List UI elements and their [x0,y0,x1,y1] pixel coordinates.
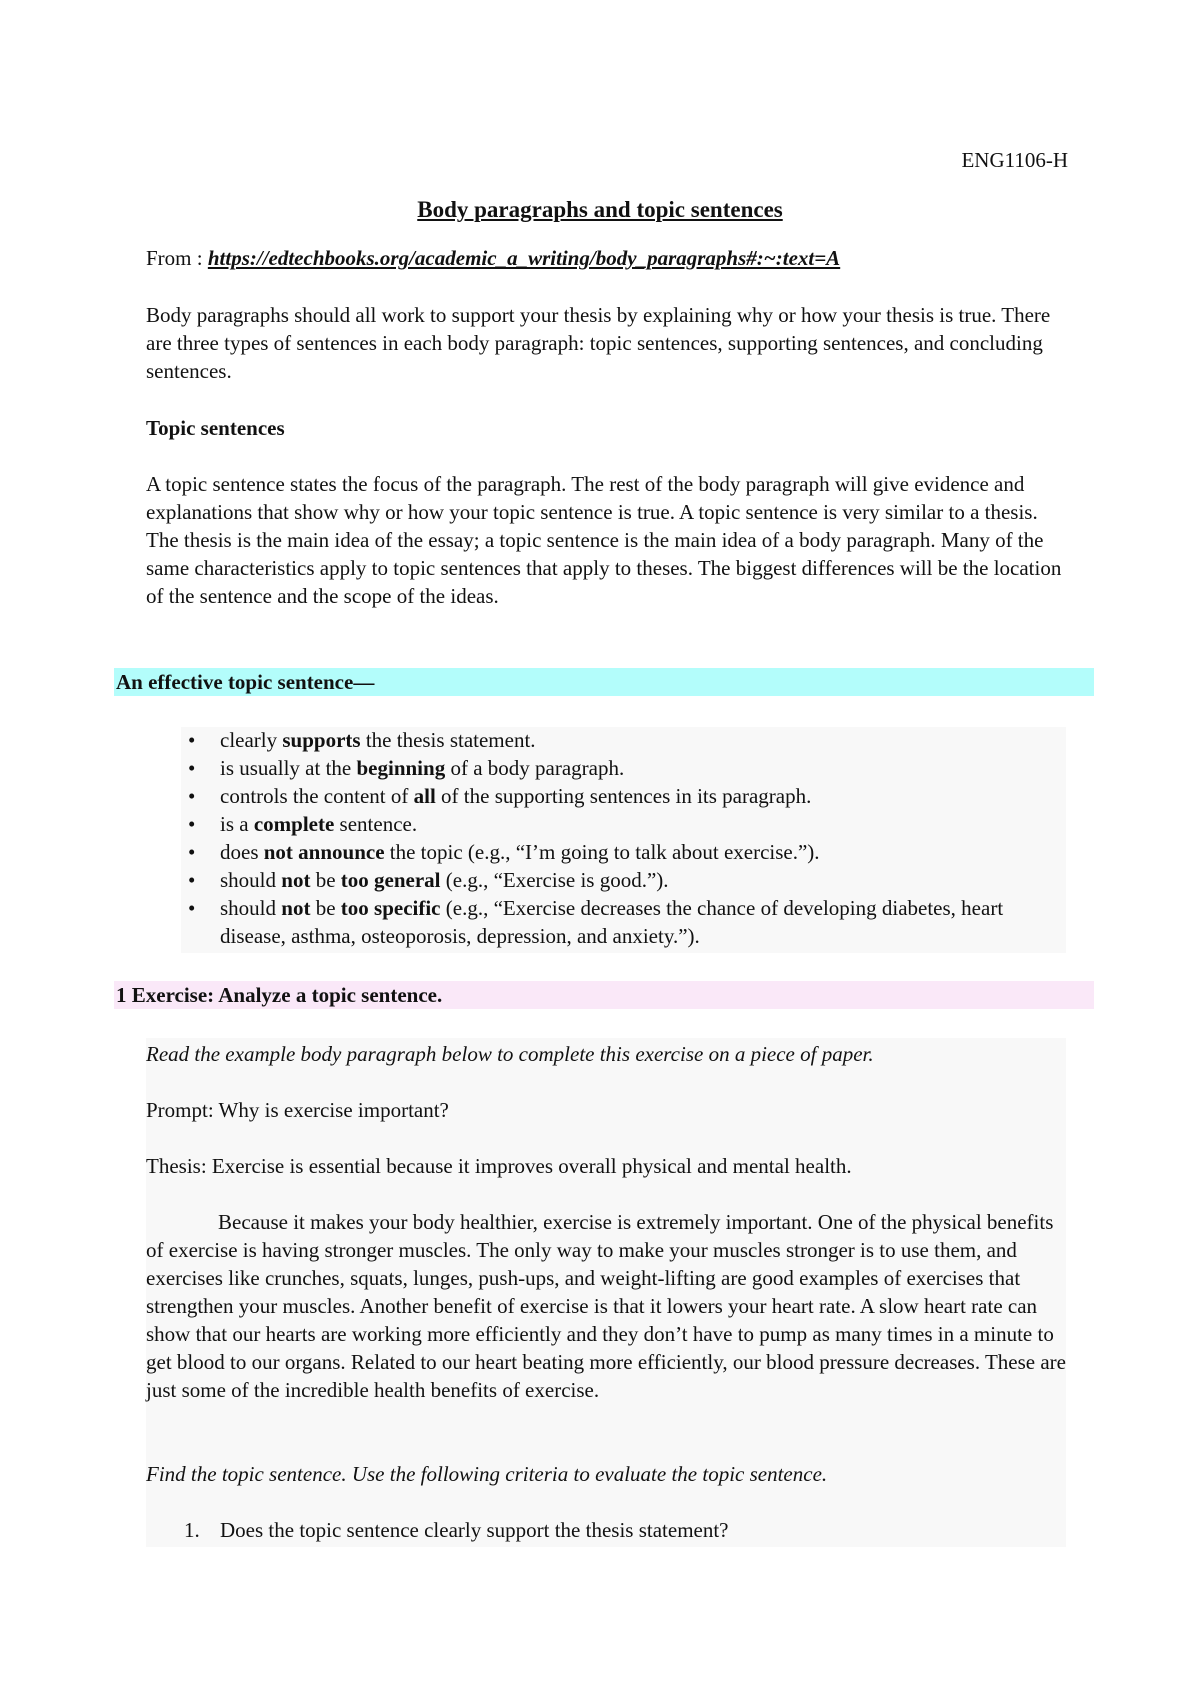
item-text: should [220,868,282,892]
bullet-icon: • [188,784,196,808]
item-text: controls the content of [220,784,414,808]
item-text: of a body paragraph. [445,756,625,780]
list-item [184,894,1064,950]
bullet-icon: • [188,756,196,780]
list-item [184,782,1064,810]
effective-topic-sentence-heading: An effective topic sentence— [114,668,1094,696]
item-bold: too general [340,868,441,892]
item-bold: supports [282,728,361,752]
bullet-icon: • [188,728,196,752]
item-bold: all [413,784,436,808]
item-bold: not [281,896,311,920]
item-text: the topic (e.g., “I’m going to talk about exercise.”). [384,840,820,864]
exercise-thesis: Thesis: Exercise is essential because it improves overall physical and mental health. [146,1154,852,1178]
item-bold: complete [253,812,335,836]
item-bold: beginning [356,756,446,780]
item-text: be [310,896,341,920]
page-title: Body paragraphs and topic sentences [417,197,783,222]
exercise-prompt: Prompt: Why is exercise important? [146,1098,449,1122]
list-item [184,838,1064,866]
list-item [184,810,1064,838]
item-text: of the supporting sentences in its paragraph. [435,784,812,808]
find-instruction: Find the topic sentence. Use the following criteria to evaluate the topic sentence. [146,1462,828,1486]
bullet-icon: • [188,896,196,920]
bullet-icon: • [188,868,196,892]
item-text: (e.g., “Exercise is good.”). [440,868,669,892]
criteria-list [184,726,1064,950]
item-text: is a [220,812,254,836]
exercise-instruction: Read the example body paragraph below to complete this exercise on a piece of paper. [146,1042,874,1066]
question-text: Does the topic sentence clearly support the thesis statement? [220,1518,729,1542]
item-text: clearly [220,728,283,752]
item-text: should [220,896,282,920]
item-text: the thesis statement. [360,728,536,752]
item-bold: too specific [340,896,441,920]
topic-sentences-paragraph: A topic sentence states the focus of the paragraph. The rest of the body paragraph will give evidence and explanations that show why or how your topic sentence is true. A topic sentence is very similar to a thesis. The thesis is the main idea of the essay; a topic sentence is the main idea of a body paragraph. Many of the same characteristics apply to topic sentences that apply to theses. The biggest differences will be the location of the sentence and the scope of the ideas. [146,472,1062,608]
example-body-paragraph: Because it makes your body healthier, exercise is extremely important. One of the physical benefits of exercise is having stronger muscles. The only way to make your muscles stronger is to use them, and exercises like crunches, squats, lunges, push-ups, and weight-lifting are good examples of exercises that strengthen your muscles. Another benefit of exercise is that it lowers your heart rate. A slow heart rate can show that our hearts are working more efficiently and they don’t have to pump as many times in a minute to get blood to our organs. Related to our heart beating more efficiently, our blood pressure decreases. These are just some of the incredible health benefits of exercise. [146,1210,1067,1402]
item-text: (e.g., “Exercise decreases the chance of developing diabetes, heart disease, asthma, osteoporosis, depression, and anxiety.”). [220,896,1004,948]
course-code: ENG1106-H [961,148,1068,172]
item-bold: not announce [263,840,385,864]
list-item [184,754,1064,782]
item-text: sentence. [334,812,418,836]
topic-sentences-heading: Topic sentences [146,416,285,440]
exercise-heading: 1 Exercise: Analyze a topic sentence. [114,981,1094,1009]
list-item [184,726,1064,754]
bullet-icon: • [188,840,196,864]
source-link[interactable]: https://edtechbooks.org/academic_a_writing/body_paragraphs#:~:text=A [207,246,841,270]
item-text: does [220,840,264,864]
item-text: is usually at the [220,756,357,780]
source-line [146,244,840,272]
item-bold: not [281,868,311,892]
question-number: 1. [184,1518,200,1542]
bullet-icon: • [188,812,196,836]
source-label: From : [146,246,208,270]
item-text: be [310,868,341,892]
intro-paragraph: Body paragraphs should all work to support your thesis by explaining why or how your thesis is true. There are three types of sentences in each body paragraph: topic sentences, supporting sentences, and concluding sentences. [146,303,1051,383]
list-item [184,866,1064,894]
